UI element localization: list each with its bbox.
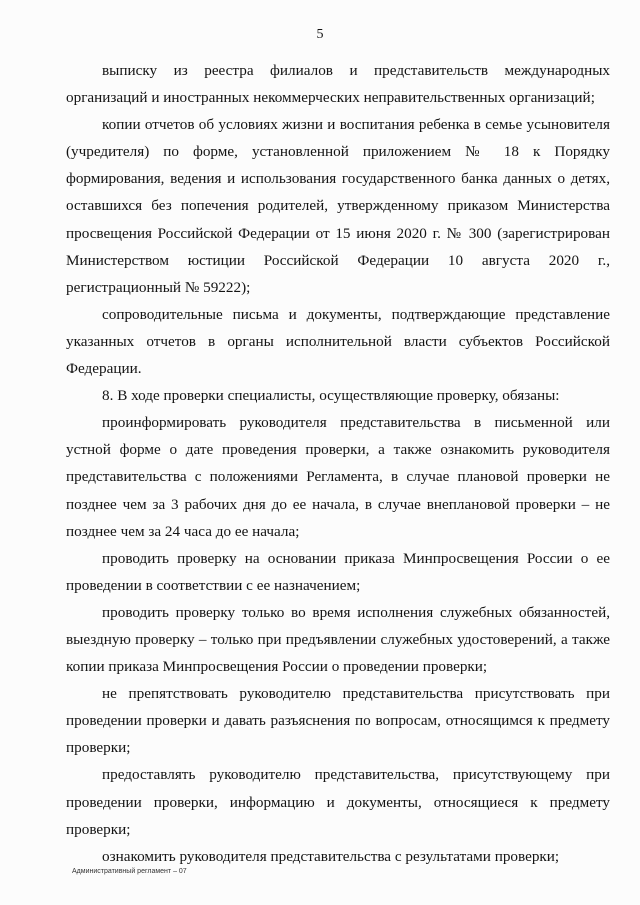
paragraph-familiarize-results: ознакомить руководителя представительства с результатами проверки; xyxy=(102,847,560,865)
paragraph-cover-letters: сопроводительные письма и документы, подтверждающие представление указанных отчетов в органы исполнительной власти субъектов Российской Федерации. xyxy=(66,305,610,378)
footer-label: Административный регламент – 07 xyxy=(72,868,187,875)
paragraph-conduct-on-order: проводить проверку на основании приказа Минпросвещения России о ее проведении в соответствии с ее назначением; xyxy=(66,549,610,594)
paragraph-section-8-heading: 8. В ходе проверки специалисты, осуществляющие проверку, обязаны: xyxy=(102,387,560,405)
paragraph-report-copies: копии отчетов об условиях жизни и воспитания ребенка в семье усыновителя (учредителя) по форме, установленной приложением № 18 к Порядку формирования, ведения и использования государственного банка данных о детях, оставшихся без попечения родителей, утвержденному приказом Министерства просвещения Российской Федерации от 15 июня 2020 г. № 300 (зарегистрирован Министерством юстиции Российской Федерации 10 августа 2020 г., регистрационный № 59222); xyxy=(66,116,610,296)
paragraph-provide-information: предоставлять руководителю представительства, присутствующему при проведении проверки, информацию и документы, относящиеся к предмету проверки; xyxy=(66,766,610,838)
paragraph-extract-registry: выписку из реестра филиалов и представительств международных организаций и иностранных некоммерческих неправительственных организаций; xyxy=(66,62,610,107)
paragraph-not-obstruct: не препятствовать руководителю представительства присутствовать при проведении проверки и давать разъяснения по вопросам, относящимся к предмету проверки; xyxy=(66,685,610,757)
document-body xyxy=(66,57,610,870)
paragraph-conduct-during-duties: проводить проверку только во время исполнения служебных обязанностей, выездную проверку – только при предъявлении служебных удостоверений, а также копии приказа Минпросвещения России о проведении проверки; xyxy=(66,603,610,676)
page-number: 5 xyxy=(316,27,324,42)
paragraph-inform-head: проинформировать руководителя представительства в письменной или устной форме о дате проведения проверки, а также ознакомить руководителя представительства с положениями Регламента, в случае плановой проверки не позднее чем за 3 рабочих дня до ее начала, в случае внеплановой проверки – не позднее чем за 24 часа до ее начала; xyxy=(66,414,610,540)
